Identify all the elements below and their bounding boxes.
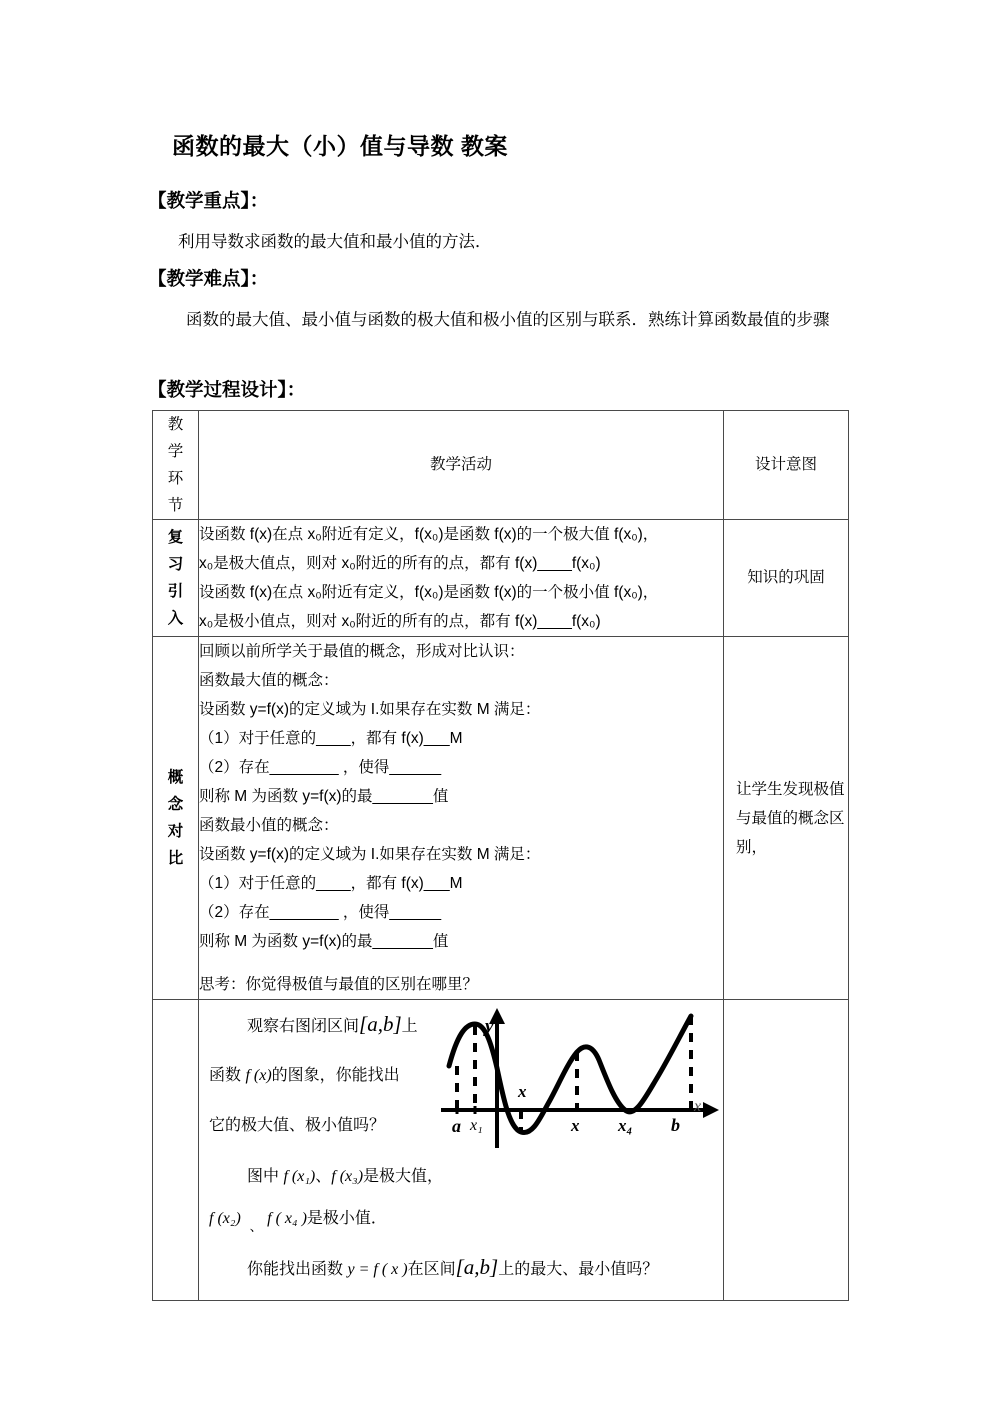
function-value-x4: f ( x₄ ) [267, 1210, 307, 1227]
stage-char: 复 [167, 529, 184, 546]
section-heading-key-points: 【教学重点】： [148, 190, 269, 211]
y-axis-label: y [485, 1016, 494, 1037]
activity-spacer [199, 956, 723, 970]
stage-char: 比 [167, 850, 184, 867]
row-stage-concept-compare [153, 637, 199, 1000]
table-header-intent: 设计意图 [724, 411, 849, 520]
axis-tick-x2: x [518, 1082, 527, 1101]
function-notation: f (x) [245, 1067, 272, 1084]
header-char: 教 [167, 416, 184, 433]
note-text: 是极小值． [306, 1210, 387, 1227]
note-text: 图中 [247, 1168, 280, 1185]
section-heading-difficulties: 【教学难点】： [148, 268, 269, 289]
activity-line: 设函数 f(x)在点 x₀附近有定义，f(x₀)是函数 f(x)的一个极小值 f(x₀)， [199, 584, 659, 601]
activity-line: 回顾以前所学关于最值的概念，形成对比认识： [199, 643, 525, 660]
row-intent-review: 知识的巩固 [724, 520, 849, 637]
activity-line: （1）对于任意的____，都有 f(x)___M [199, 875, 463, 892]
activity-line: 则称 M 为函数 y=f(x)的最_______值 [199, 933, 449, 950]
function-value-x3: f (x₃) [331, 1168, 364, 1185]
section-text-key-points: 利用导数求函数的最大值和最小值的方法． [178, 233, 492, 251]
stage-char: 入 [167, 610, 184, 627]
row-intent-concept-compare: 让学生发现极值与最值的概念区别， [724, 637, 849, 1000]
question-text: 你能找出函数 [247, 1261, 344, 1278]
note-text: 是极大值， [363, 1168, 444, 1185]
prompt-text: 的图象，你能找出 [271, 1067, 400, 1084]
stage-char: 念 [167, 796, 184, 813]
note-separator: 、 [249, 1219, 263, 1234]
row-activity-concept-compare [199, 637, 724, 1000]
axis-tick-x3: x [571, 1116, 580, 1135]
activity-line: 函数最大值的概念： [199, 672, 339, 689]
graph-prompt-line-2 [209, 1062, 400, 1085]
page-title: 函数的最大（小）值与导数 教案 [172, 133, 508, 159]
function-notation: y = f ( x ) [347, 1261, 408, 1278]
activity-line: 则称 M 为函数 y=f(x)的最_______值 [199, 788, 449, 805]
stage-char: 对 [167, 823, 184, 840]
table-row [153, 637, 849, 1000]
table-header-stage [153, 411, 199, 520]
graph-activity-content [199, 1000, 723, 1300]
table-header-row [153, 411, 849, 520]
teaching-process-table [152, 410, 849, 1301]
activity-line: 思考：你觉得极值与最值的区别在哪里？ [199, 976, 479, 993]
interval-notation: [a,b] [359, 1012, 402, 1036]
table-row [153, 1000, 849, 1301]
activity-line: 设函数 y=f(x)的定义域为 I.如果存在实数 M 满足： [199, 846, 541, 863]
stage-char: 概 [167, 769, 184, 786]
axis-tick-b: b [671, 1115, 680, 1135]
graph-question-line [247, 1255, 658, 1280]
stage-char: 引 [167, 583, 184, 600]
activity-line: （1）对于任意的____，都有 f(x)___M [199, 730, 463, 747]
question-text: 在区间 [407, 1261, 456, 1278]
axis-tick-x1: x₁ [470, 1117, 483, 1134]
section-text-difficulties: 函数的最大值、最小值与函数的极大值和极小值的区别与联系．熟练计算函数最值的步骤 [186, 311, 830, 329]
axis-tick-a: a [452, 1116, 461, 1136]
activity-line: （2）存在________ ，使得______ [199, 904, 442, 921]
table-header-activity: 教学活动 [199, 411, 724, 520]
prompt-text: 函数 [209, 1067, 242, 1084]
function-value-x1: f (x₁) [283, 1168, 316, 1185]
graph-prompt-line-3: 它的极大值、极小值吗？ [209, 1117, 386, 1134]
activity-line: 函数最小值的概念： [199, 817, 339, 834]
activity-line: 设函数 y=f(x)的定义域为 I.如果存在实数 M 满足： [199, 701, 541, 718]
row-activity-graph [199, 1000, 724, 1301]
row-intent-graph [724, 1000, 849, 1301]
activity-line: （2）存在________ ，使得______ [199, 759, 442, 776]
x-axis-label: x [694, 1098, 702, 1115]
row-stage-review [153, 520, 199, 637]
note-separator: 、 [315, 1168, 332, 1185]
header-char: 学 [167, 443, 184, 460]
table-row [153, 520, 849, 637]
activity-line: x₀是极小值点，则对 x₀附近的所有的点，都有 f(x)____f(x₀) [199, 613, 601, 630]
graph-note-line-2 [209, 1205, 387, 1234]
row-activity-review [199, 520, 724, 637]
header-char: 环 [167, 470, 184, 487]
prompt-text: 上 [401, 1018, 418, 1035]
row-stage-graph [153, 1000, 199, 1301]
section-heading-process-design: 【教学过程设计】： [148, 379, 306, 400]
interval-notation: [a,b] [455, 1255, 499, 1279]
activity-line: x₀是极大值点，则对 x₀附近的所有的点，都有 f(x)____f(x₀) [199, 555, 601, 572]
header-char: 节 [167, 497, 184, 514]
stage-char: 习 [167, 556, 184, 573]
prompt-text: 观察右图闭区间 [247, 1018, 360, 1035]
graph-note-line-1 [247, 1163, 443, 1186]
function-value-x2: f (x₂) [209, 1210, 241, 1227]
activity-line: 设函数 f(x)在点 x₀附近有定义，f(x₀)是函数 f(x)的一个极大值 f(x₀)， [199, 526, 659, 543]
question-text: 上的最大、最小值吗？ [498, 1261, 659, 1278]
axis-tick-x4: x₄ [618, 1116, 633, 1135]
graph-prompt-line-1 [247, 1012, 418, 1037]
